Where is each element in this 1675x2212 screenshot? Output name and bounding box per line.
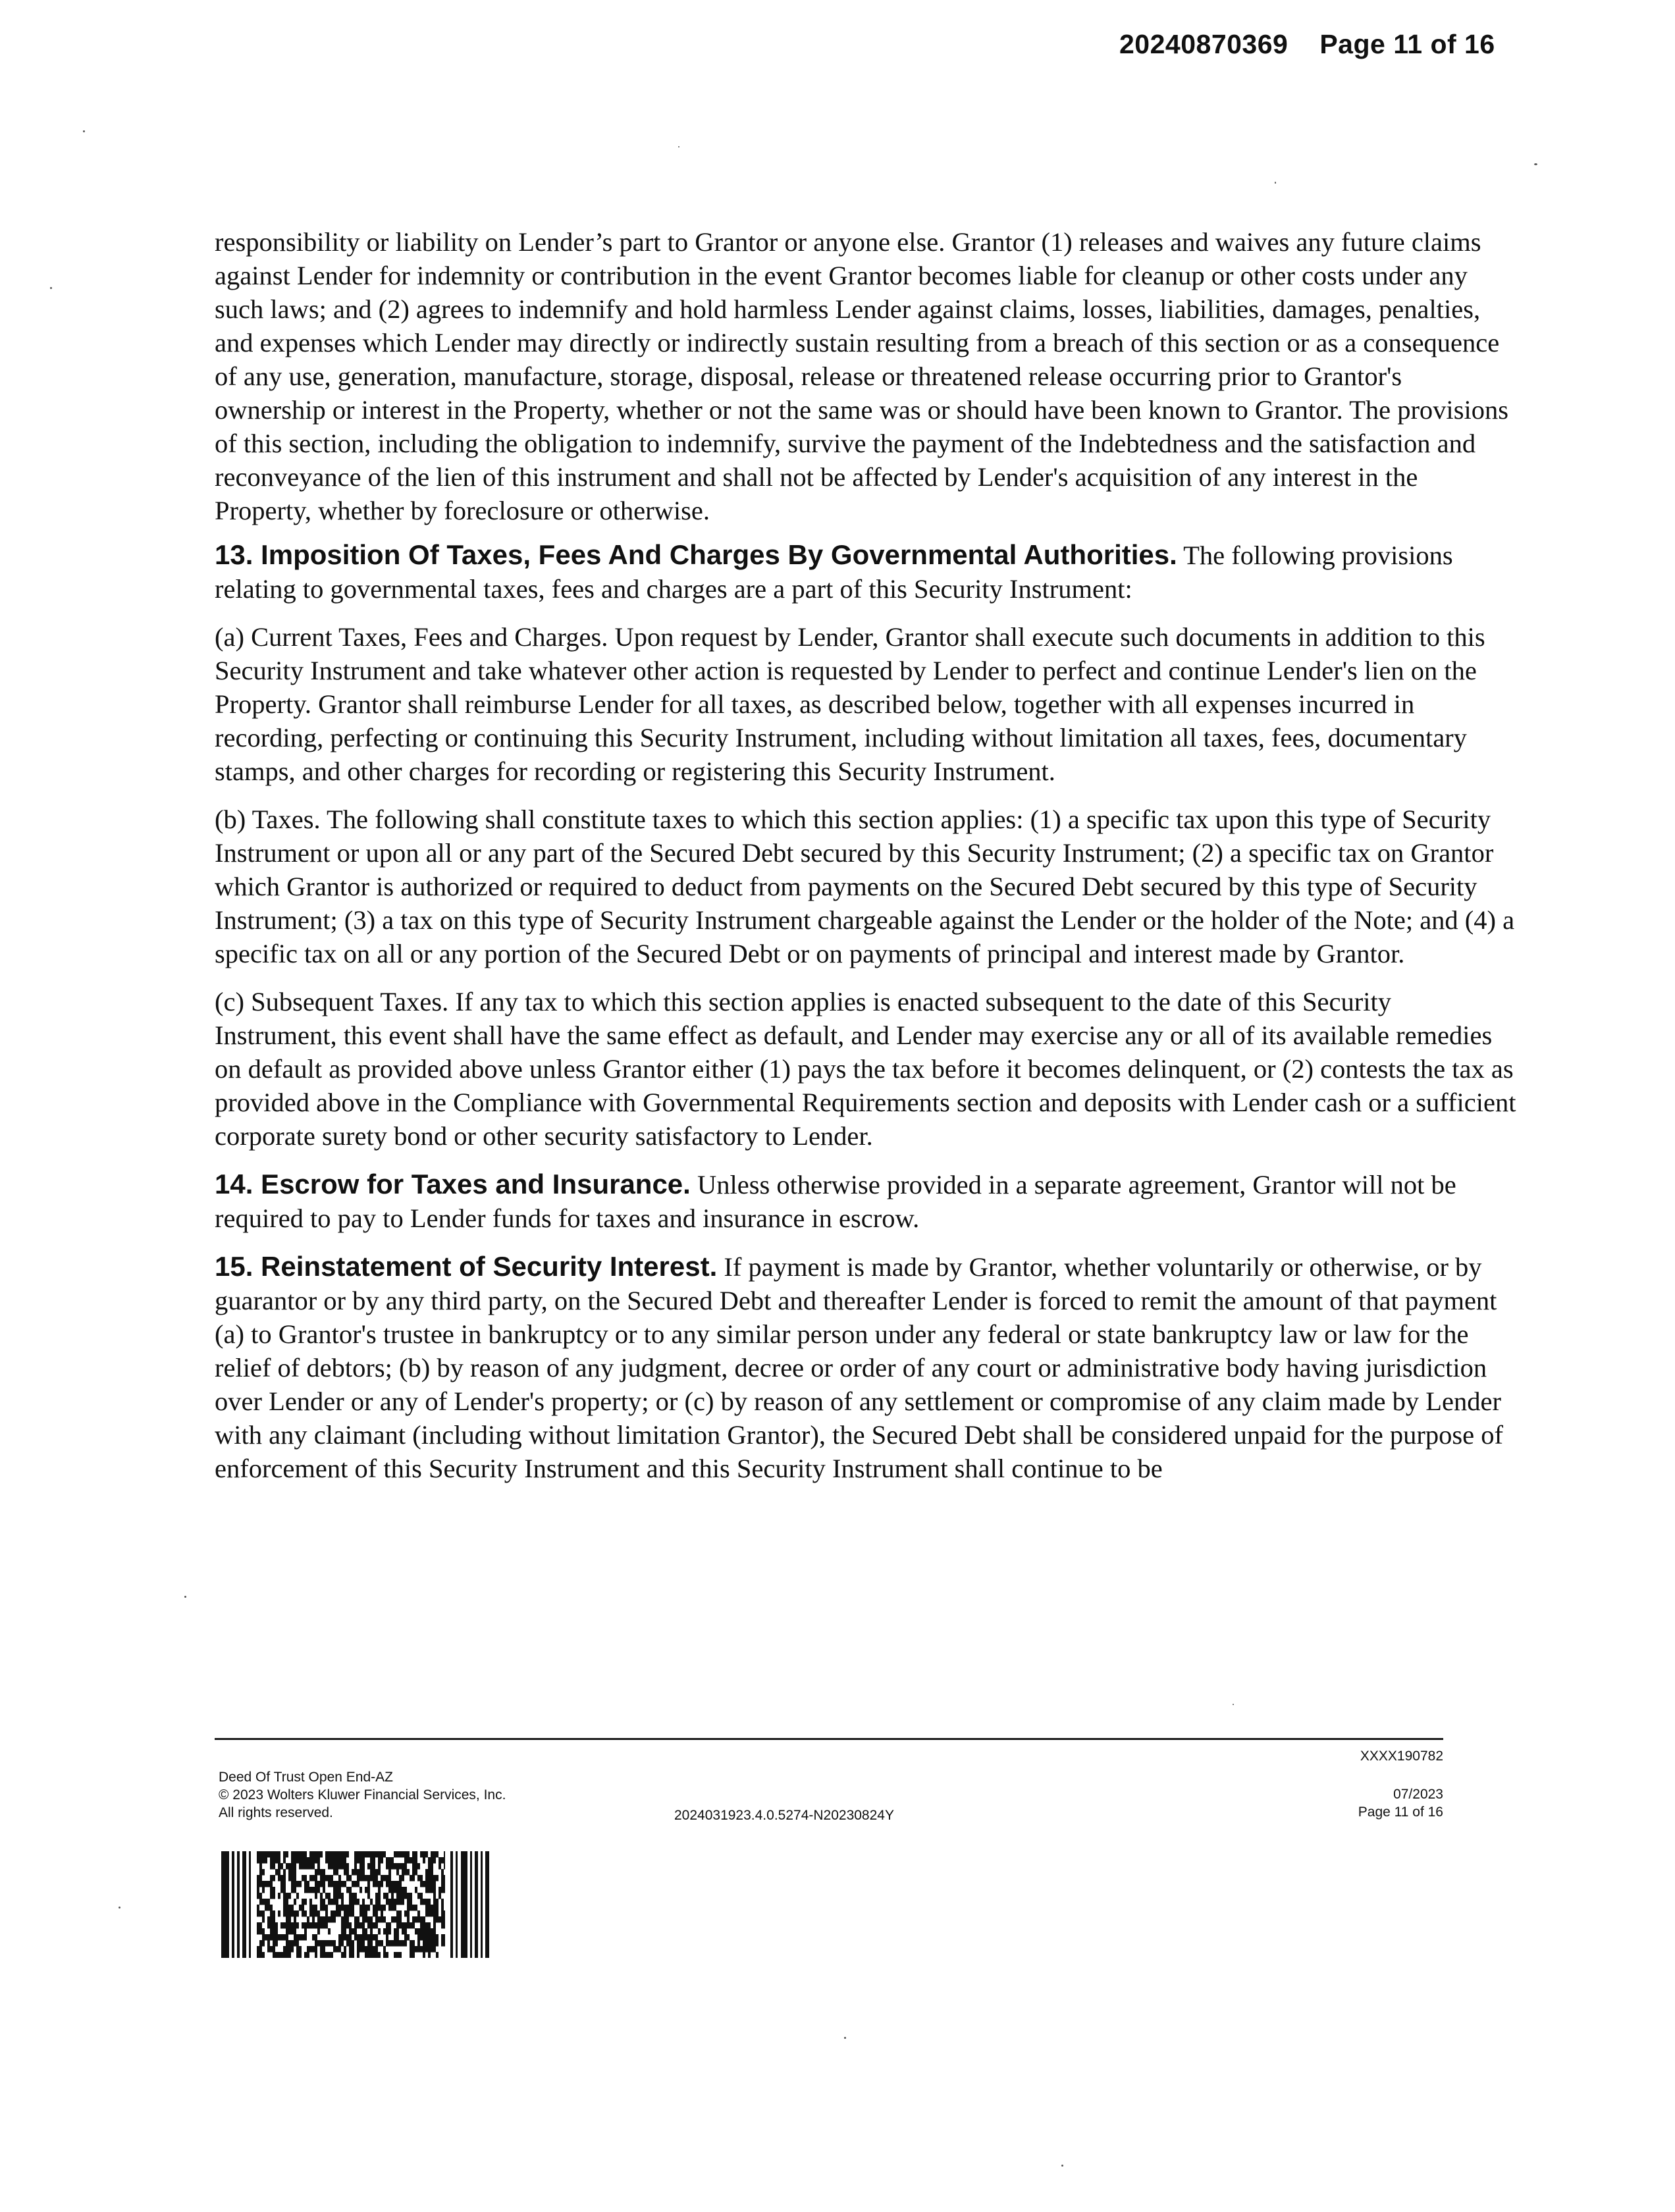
section-14 xyxy=(215,1167,1518,1235)
scan-speck xyxy=(1534,163,1537,165)
pdf417-barcode xyxy=(220,1851,490,1958)
section-15-text: If payment is made by Grantor, whether voluntarily or otherwise, or by guarantor or by any third party, on the Secured Debt and thereafter Lender is forced to remit the amount of that payment (a) to Grantor's trustee in bankruptcy or to any similar person under any federal or state bankruptcy law or law for the relief of debtors; (b) by reason of any judgment, decree or order of any court or administrative body having jurisdiction over Lender or any of Lender's property; or (c) by reason of any settlement or compromise of any claim made by Lender with any claimant (including without limitation Grantor), the Secured Debt shall be considered unpaid for the purpose of enforcement of this Security Instrument and this Security Instrument shall continue to be xyxy=(215,1252,1503,1483)
section-15-heading: 15. Reinstatement of Security Interest. xyxy=(215,1251,718,1282)
footer-form-info xyxy=(219,1768,679,1822)
footer-page-label: Page 11 of 16 xyxy=(1358,1804,1443,1820)
recording-stamp xyxy=(1119,29,1580,60)
scan-speck xyxy=(1233,1704,1234,1705)
section-14-text: Unless otherwise provided in a separate agreement, Grantor will not be required to pay to Lender funds for taxes and insurance in escrow. xyxy=(215,1170,1456,1233)
scan-speck xyxy=(119,1907,120,1909)
document-body xyxy=(215,225,1518,1500)
footer-form-date: 07/2023 xyxy=(1393,1787,1443,1802)
scan-speck xyxy=(50,287,52,289)
section-14-heading: 14. Escrow for Taxes and Insurance. xyxy=(215,1169,691,1199)
section-13 xyxy=(215,538,1518,606)
footer-rights: All rights reserved. xyxy=(219,1805,333,1820)
recording-page-label: Page 11 of 16 xyxy=(1319,29,1495,59)
section-13-heading: 13. Imposition Of Taxes, Fees And Charges By Governmental Authorities. xyxy=(215,539,1177,570)
scan-speck xyxy=(83,130,85,132)
section-13-sub-c: (c) Subsequent Taxes. If any tax to which this section applies is enacted subsequent to the date of this Security Instrument, this event shall have the same effect as default, and Lender may exercise any or all of its available remedies on default as provided above unless Grantor either (1) pays the tax before it becomes delinquent, or (2) contests the tax as provided above in the Compliance with Governmental Requirements section and deposits with Lender cash or a sufficient corporate surety bond or other security satisfactory to Lender. xyxy=(215,987,1516,1151)
recording-document-number: 20240870369 xyxy=(1119,29,1289,59)
scan-speck xyxy=(678,146,679,147)
section-15 xyxy=(215,1250,1518,1485)
footer-loan-ref: XXXX190782 xyxy=(1360,1749,1443,1764)
section-13-text: The following provisions relating to governmental taxes, fees and charges are a part of this Security Instrument: xyxy=(215,540,1453,604)
footer-form-code: 2024031923.4.0.5274-N20230824Y xyxy=(674,1808,894,1823)
footer-divider xyxy=(215,1738,1443,1740)
scan-speck xyxy=(184,1596,186,1598)
section-13-sub-a: (a) Current Taxes, Fees and Charges. Upon request by Lender, Grantor shall execute such documents in addition to this Security Instrument and take whatever other action is requested by Lender to perfect and continue Lender's lien on the Property. Grantor shall reimburse Lender for all taxes, as described below, together with all expenses incurred in recording, perfecting or continuing this Security Instrument, including without limitation all taxes, fees, documentary stamps, and other charges for recording or registering this Security Instrument. xyxy=(215,622,1485,786)
footer-form-name: Deed Of Trust Open End-AZ xyxy=(219,1770,393,1785)
scan-speck xyxy=(1275,182,1276,184)
footer-page-info xyxy=(1180,1747,1443,1821)
footer-copyright: © 2023 Wolters Kluwer Financial Services, Inc. xyxy=(219,1787,506,1803)
scan-speck xyxy=(1061,2165,1063,2167)
section-13-sub-b: (b) Taxes. The following shall constitute taxes to which this section applies: (1) a specific tax upon this type of Security Instrument or upon all or any part of the Secured Debt secured by this Security Instrument; (2) a specific tax on Grantor which Grantor is authorized or required to deduct from payments on the Secured Debt secured by this type of Security Instrument; (3) a tax on this type of Security Instrument chargeable against the Lender or the holder of the Note; and (4) a specific tax on all or any portion of the Secured Debt or on payments of principal and interest made by Grantor. xyxy=(215,804,1515,968)
scan-speck xyxy=(844,2037,846,2039)
intro-paragraph: responsibility or liability on Lender’s part to Grantor or anyone else. Grantor (1) releases and waives any future claims against Lender for indemnity or contribution in the event Grantor becomes liable for cleanup or other costs under any such laws; and (2) agrees to indemnify and hold harmless Lender against claims, losses, liabilities, damages, penalties, and expenses which Lender may directly or indirectly sustain resulting from a breach of this section or as a consequence of any use, generation, manufacture, storage, disposal, release or threatened release occurring prior to Grantor's ownership or interest in the Property, whether or not the same was or should have been known to Grantor. The provisions of this section, including the obligation to indemnify, survive the payment of the Indebtedness and the satisfaction and reconveyance of the lien of this instrument and shall not be affected by Lender's acquisition of any interest in the Property, whether by foreclosure or otherwise. xyxy=(215,227,1508,525)
